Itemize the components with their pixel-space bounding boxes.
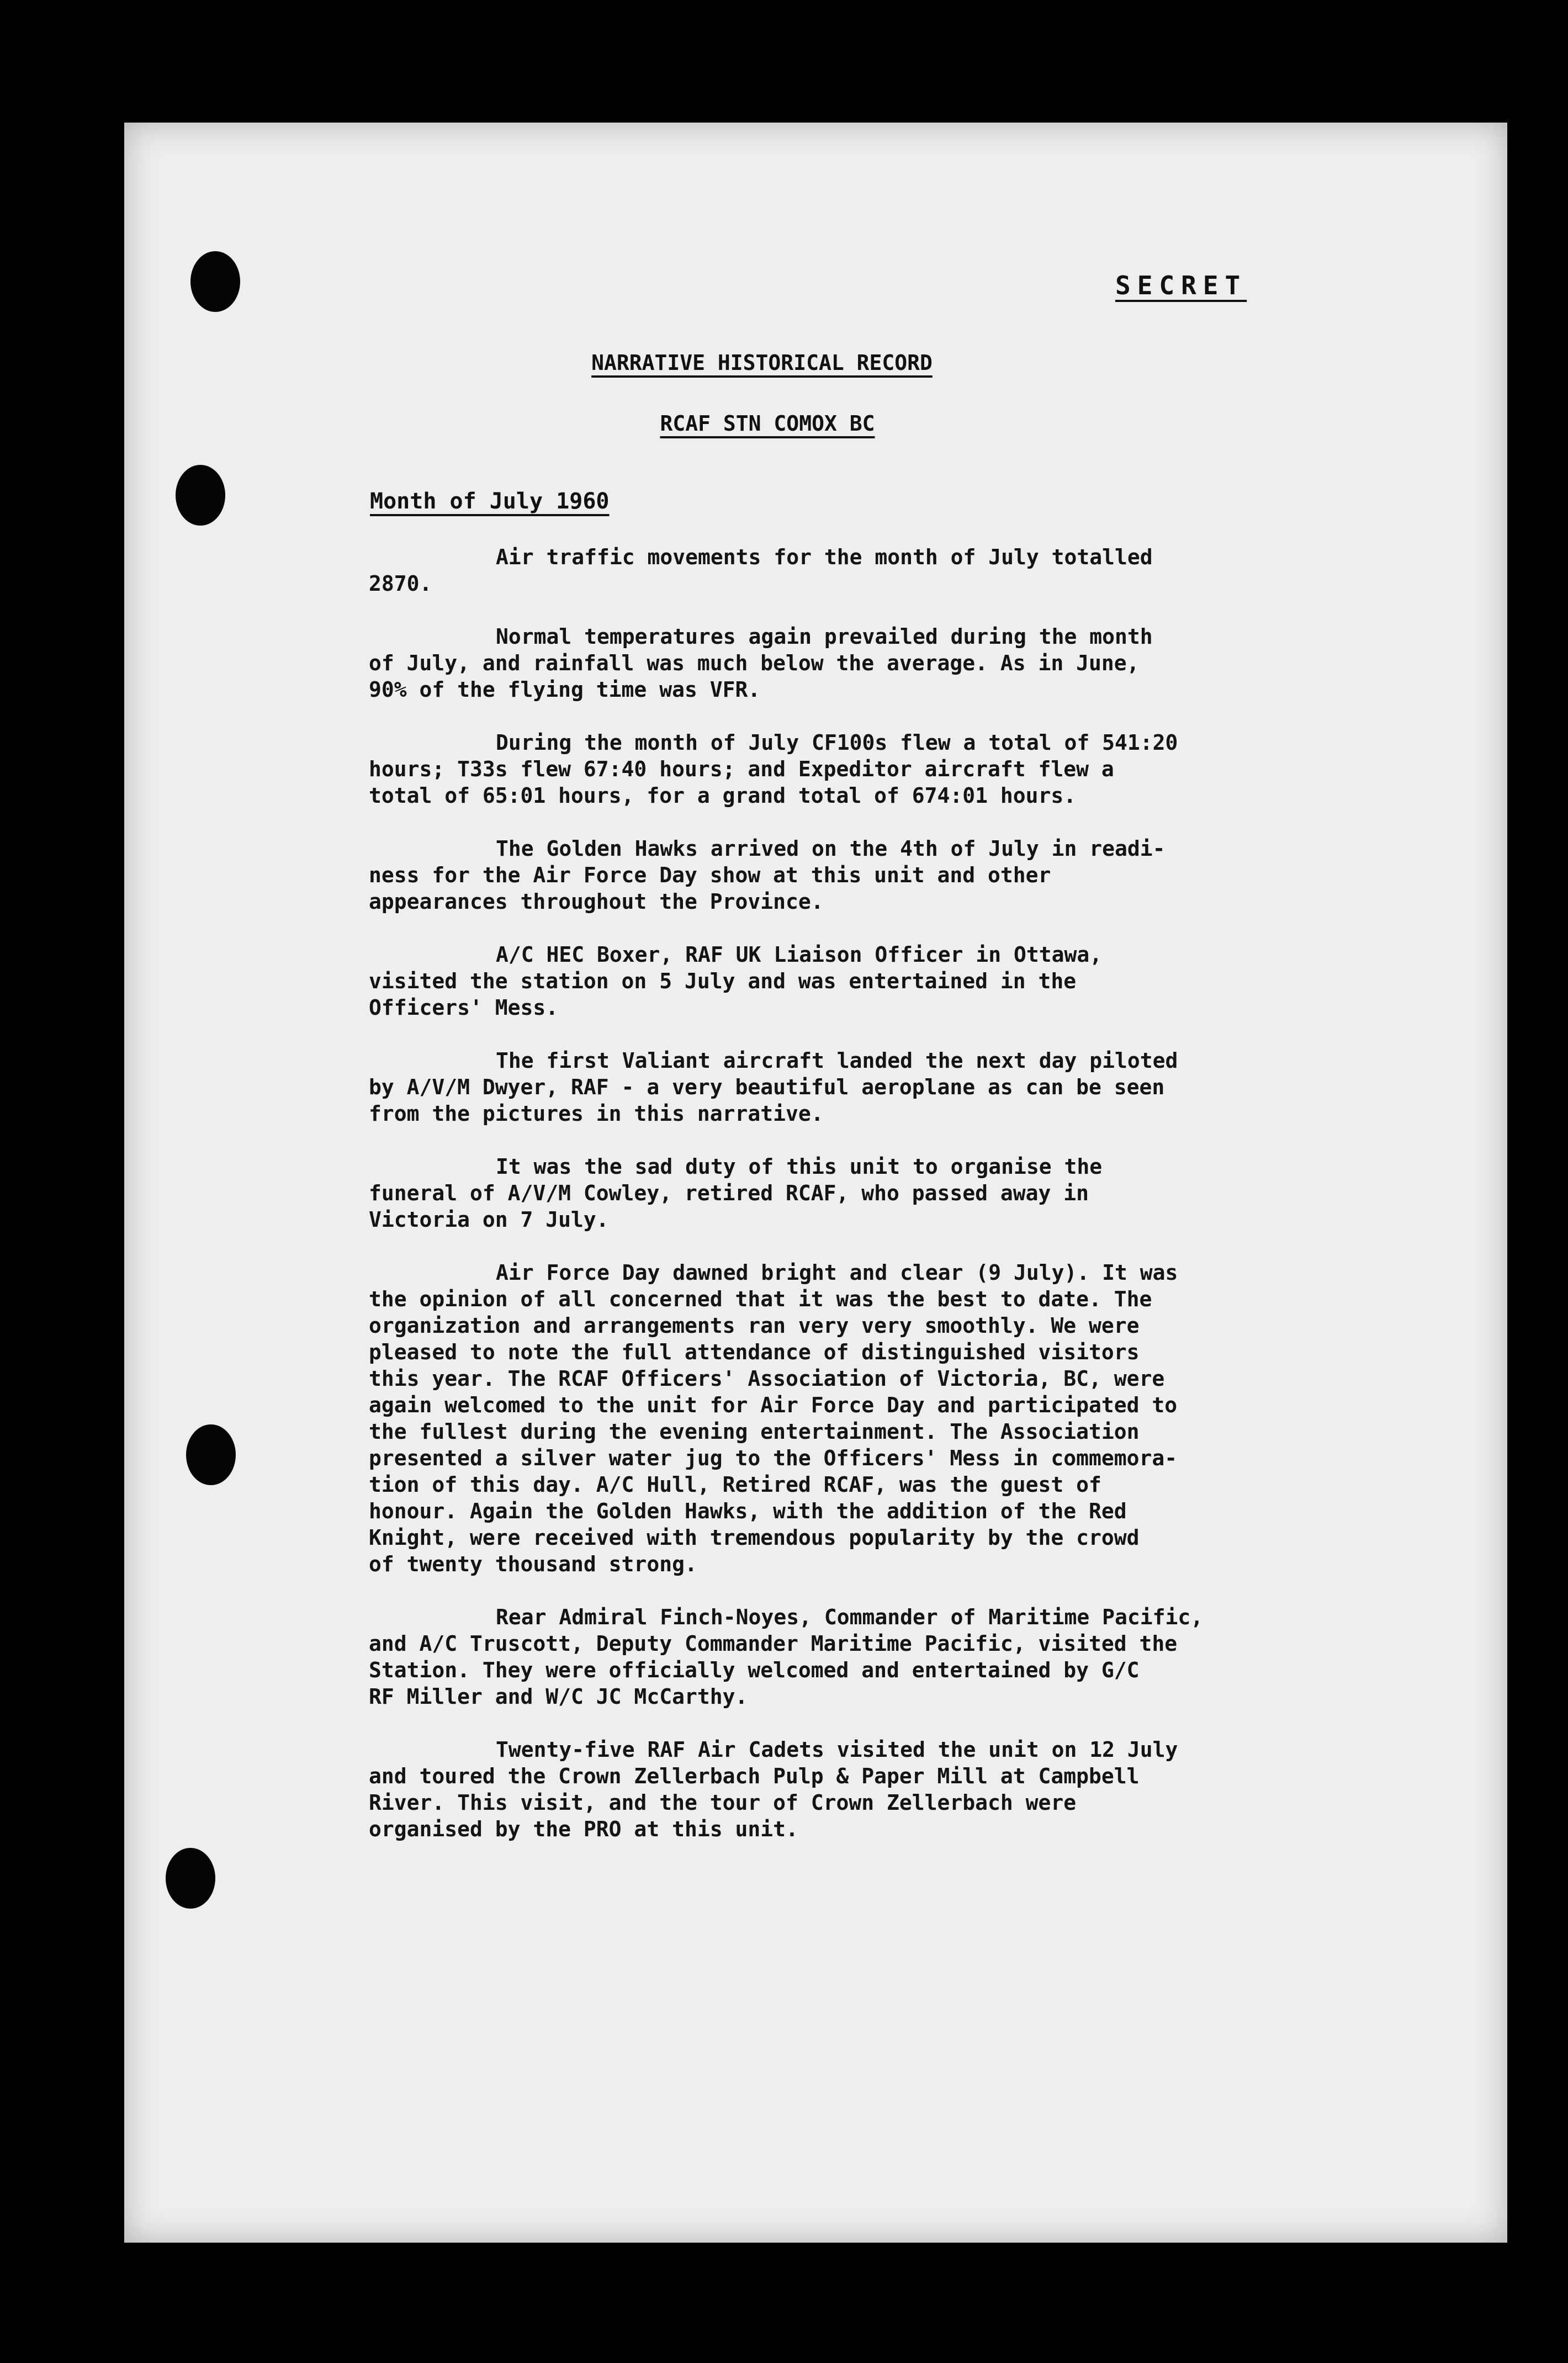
paragraph-air-cadets: Twenty-five RAF Air Cadets visited the unit on 12 July and toured the Crown Zellerbach Pulp & Paper Mill at Campbell River. This visit, and the tour of Crown Zellerbach were organised by the PRO at this unit. bbox=[369, 1737, 1178, 1841]
narrative-body bbox=[369, 544, 1252, 1869]
punch-hole-4 bbox=[166, 1848, 215, 1909]
classification-marking: SECRET bbox=[1115, 271, 1247, 300]
period-heading: Month of July 1960 bbox=[370, 489, 610, 514]
paragraph-valiant: The first Valiant aircraft landed the next day piloted by A/V/M Dwyer, RAF - a very beautiful aeroplane as can be seen from the pictures in this narrative. bbox=[369, 1048, 1178, 1126]
paragraph-flying-hours: During the month of July CF100s flew a total of 541:20 hours; T33s flew 67:40 hours; and Expeditor aircraft flew a total of 65:01 hours, for a grand total of 674:01 hours. bbox=[369, 730, 1178, 808]
punch-hole-2 bbox=[176, 465, 225, 526]
document-title: NARRATIVE HISTORICAL RECORD bbox=[591, 351, 933, 375]
paragraph-admiral-visit: Rear Admiral Finch-Noyes, Commander of Maritime Pacific, and A/C Truscott, Deputy Commander Maritime Pacific, visited the Station. They were officially welcomed and entertained by G/C RF Miller and W/C JC McCarthy. bbox=[369, 1605, 1204, 1709]
paragraph-air-traffic: Air traffic movements for the month of July totalled 2870. bbox=[369, 545, 1153, 596]
punch-hole-1 bbox=[190, 251, 240, 312]
paragraph-boxer-visit: A/C HEC Boxer, RAF UK Liaison Officer in Ottawa, visited the station on 5 July and was entertained in the Officers' Mess. bbox=[369, 942, 1103, 1020]
paragraph-weather: Normal temperatures again prevailed during the month of July, and rainfall was much below the average. As in June, 90% of the flying time was VFR. bbox=[369, 624, 1153, 702]
punch-hole-3 bbox=[186, 1424, 236, 1485]
paragraph-air-force-day: Air Force Day dawned bright and clear (9 July). It was the opinion of all concerned that it was the best to date. The organization and arrangements ran very very smoothly. We were pleased to note the full attendance of distinguished visitors this year. The RCAF Officers' Association of Victoria, BC, were again welcomed to the unit for Air Force Day and participated to the fullest during the evening entertainment. The Association presented a silver water jug to the Officers' Mess in commemora- tion of this day. A/C Hull, Retired RCAF, was the guest of honour. Again the Golden Hawks, with the addition of the Red Knight, were received with tremendous popularity by the crowd of twenty thousand strong. bbox=[369, 1260, 1178, 1576]
paragraph-funeral: It was the sad duty of this unit to organise the funeral of A/V/M Cowley, retired RCAF, who passed away in Victoria on 7 July. bbox=[369, 1154, 1103, 1232]
document-subtitle: RCAF STN COMOX BC bbox=[660, 411, 875, 436]
paragraph-golden-hawks: The Golden Hawks arrived on the 4th of July in readi- ness for the Air Force Day show at this unit and other appearances throughout the Province. bbox=[369, 836, 1166, 914]
